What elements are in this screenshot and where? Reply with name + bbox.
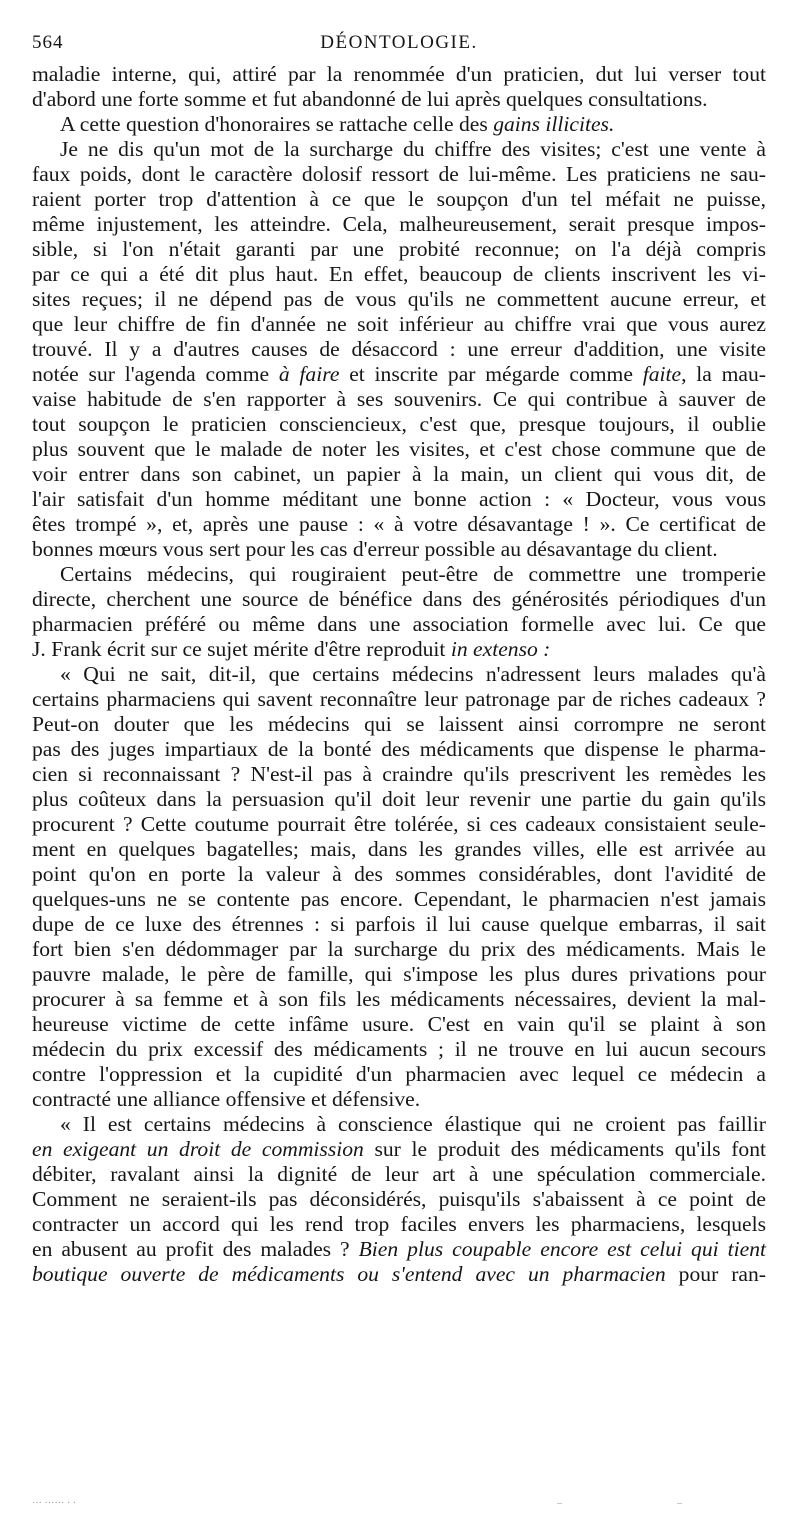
text-segment: sur le produit des médicaments qu'ils font	[363, 1137, 766, 1161]
text-segment: maladie interne, qui, attiré par la renommée d'un praticien, dut lui verser tout	[32, 62, 766, 86]
text-line	[32, 587, 766, 612]
text-line	[32, 537, 766, 562]
italic-segment: in extenso :	[450, 637, 551, 661]
text-segment: même injustement, les atteindre. Cela, malheureusement, serait presque impos-	[32, 212, 766, 236]
text-line	[32, 387, 766, 412]
text-line	[32, 1012, 766, 1037]
text-line	[32, 962, 766, 987]
text-segment: fort bien s'en dédommager par la surcharge du prix des médicaments. Mais le	[32, 937, 766, 961]
text-line	[32, 362, 766, 387]
text-segment: plus coûteux dans la persuasion qu'il doit leur revenir une partie du gain qu'ils	[32, 787, 766, 811]
text-line	[32, 862, 766, 887]
text-segment: Comment ne seraient-ils pas déconsidérés, puisqu'ils s'abaissent à ce point de	[32, 1187, 766, 1211]
text-line	[32, 212, 766, 237]
text-segment: d'abord une forte somme et fut abandonné de lui après quelques consultations.	[32, 87, 708, 111]
text-line	[32, 912, 766, 937]
text-segment: contracter un accord qui les rend trop faciles envers les pharmaciens, lesquels	[32, 1212, 766, 1236]
running-head: DÉONTOLOGIE.	[320, 32, 478, 53]
text-line	[32, 1137, 766, 1162]
text-segment: raient porter trop d'attention à ce que le soupçon d'un tel méfait ne puisse,	[32, 187, 766, 211]
text-segment: êtes trompé », et, après une pause : « à votre désavantage ! ». Ce certificat de	[32, 512, 766, 536]
text-segment: et inscrite par mégarde comme	[339, 362, 643, 386]
text-segment: Je ne dis qu'un mot de la surcharge du chiffre des visites; c'est une vente à	[60, 137, 766, 161]
text-segment: point qu'on en porte la valeur à des sommes considérables, dont l'avidité de	[32, 862, 766, 886]
text-line	[32, 437, 766, 462]
text-line	[32, 987, 766, 1012]
italic-segment: en exigeant un droit de commission	[32, 1137, 364, 1161]
text-segment: par ce qui a été dit plus haut. En effet, beaucoup de clients inscrivent les vi-	[32, 262, 766, 286]
text-line	[32, 487, 766, 512]
text-segment: J. Frank écrit sur ce sujet mérite d'être reproduit	[32, 637, 451, 661]
page-footer-marks	[32, 1498, 766, 1508]
text-segment: cien si reconnaissant ? N'est-il pas à craindre qu'ils prescrivent les remèdes les	[32, 762, 766, 786]
text-segment: , la mau-	[681, 362, 766, 386]
footer-mark: –	[557, 1498, 562, 1509]
text-segment: notée sur l'agenda comme	[32, 362, 279, 386]
text-line	[32, 662, 766, 687]
text-segment: l'air satisfait d'un homme méditant une bonne action : « Docteur, vous vous	[32, 487, 766, 511]
text-segment: vaise habitude de s'en rapporter à ses souvenirs. Ce qui contribue à sauver de	[32, 387, 766, 411]
text-segment: sites reçues; il ne dépend pas de vous qu'ils ne commettent aucune erreur, et	[32, 287, 766, 311]
text-line	[32, 1112, 766, 1137]
text-line	[32, 237, 766, 262]
text-line	[32, 1162, 766, 1187]
text-line	[32, 687, 766, 712]
text-segment: pauvre malade, le père de famille, qui s'impose les plus dures privations pour	[32, 962, 766, 986]
text-segment: procurer à sa femme et à son fils les médicaments nécessaires, devient la mal-	[32, 987, 766, 1011]
text-line	[32, 412, 766, 437]
text-line	[32, 137, 766, 162]
text-segment: certains pharmaciens qui savent reconnaître leur patronage par de riches cadeaux ?	[32, 687, 766, 711]
text-segment: pas des juges impartiaux de la bonté des médicaments que dispense le pharma-	[32, 737, 766, 761]
text-line	[32, 337, 766, 362]
text-segment: contracté une alliance offensive et défensive.	[32, 1087, 421, 1111]
text-segment: A cette question d'honoraires se rattache celle des	[60, 112, 494, 136]
text-segment: heureuse victime de cette infâme usure. C'est en vain qu'il se plaint à son	[32, 1012, 766, 1036]
text-line	[32, 112, 766, 137]
text-line	[32, 612, 766, 637]
body-text	[32, 62, 766, 1287]
footer-mark: ··· ······ · ·	[32, 1498, 77, 1509]
text-line	[32, 287, 766, 312]
text-line	[32, 262, 766, 287]
italic-segment: boutique ouverte de médicaments ou s'entend avec un pharmacien	[32, 1262, 666, 1286]
text-line	[32, 787, 766, 812]
text-line	[32, 887, 766, 912]
text-segment: « Il est certains médecins à conscience élastique qui ne croient pas faillir	[60, 1112, 766, 1136]
text-line	[32, 462, 766, 487]
text-segment: en abusent au profit des malades ?	[32, 1237, 359, 1261]
text-segment: contre l'oppression et la cupidité d'un pharmacien avec lequel ce médecin a	[32, 1062, 766, 1086]
text-segment: pharmacien préféré ou même dans une association formelle avec lui. Ce que	[32, 612, 766, 636]
text-line	[32, 162, 766, 187]
text-line	[32, 312, 766, 337]
text-segment: plus souvent que le malade de noter les visites, et c'est chose commune que de	[32, 437, 766, 461]
text-segment: faux poids, dont le caractère dolosif ressort de lui-même. Les praticiens ne sau-	[32, 162, 766, 186]
text-line	[32, 1212, 766, 1237]
text-line	[32, 1187, 766, 1212]
book-page	[32, 32, 766, 1287]
text-line	[32, 637, 766, 662]
text-segment: que leur chiffre de fin d'année ne soit inférieur au chiffre vrai que vous aurez	[32, 312, 766, 336]
text-segment: pour ran-	[665, 1262, 766, 1286]
italic-segment: gains illicites.	[493, 112, 615, 136]
text-line	[32, 512, 766, 537]
text-segment: ment en quelques bagatelles; mais, dans les grandes villes, elle est arrivée au	[32, 837, 766, 861]
text-line	[32, 562, 766, 587]
text-line	[32, 1237, 766, 1262]
text-segment: voir entrer dans son cabinet, un papier à la main, un client qui vous dit, de	[32, 462, 766, 486]
text-line	[32, 1262, 766, 1287]
page-number: 564	[32, 32, 64, 53]
text-segment: dupe de ce luxe des étrennes : si parfois il lui cause quelque embarras, il sait	[32, 912, 766, 936]
text-line	[32, 1087, 766, 1112]
footer-mark: –	[677, 1498, 682, 1509]
italic-segment: faite	[642, 362, 682, 386]
text-line	[32, 1062, 766, 1087]
text-segment: médecin du prix excessif des médicaments ; il ne trouve en lui aucun secours	[32, 1037, 766, 1061]
text-segment: Certains médecins, qui rougiraient peut-être de commettre une tromperie	[60, 562, 766, 586]
text-segment: tout soupçon le praticien consciencieux, c'est que, presque toujours, il oublie	[32, 412, 766, 436]
text-line	[32, 712, 766, 737]
text-line	[32, 62, 766, 87]
text-segment: sible, si l'on n'était garanti par une probité reconnue; on l'a déjà compris	[32, 237, 766, 261]
text-segment: trouvé. Il y a d'autres causes de désaccord : une erreur d'addition, une visite	[32, 337, 766, 361]
text-line	[32, 1037, 766, 1062]
text-segment: procurent ? Cette coutume pourrait être tolérée, si ces cadeaux consistaient seule-	[32, 812, 766, 836]
text-segment: bonnes mœurs vous sert pour les cas d'erreur possible au désavantage du client.	[32, 537, 718, 561]
text-segment: Peut-on douter que les médecins qui se laissent ainsi corrompre ne seront	[32, 712, 766, 736]
text-line	[32, 762, 766, 787]
text-segment: « Qui ne sait, dit-il, que certains médecins n'adressent leurs malades qu'à	[60, 662, 766, 686]
text-line	[32, 737, 766, 762]
text-line	[32, 937, 766, 962]
text-line	[32, 812, 766, 837]
text-line	[32, 87, 766, 112]
italic-segment: Bien plus coupable encore est celui qui tient	[358, 1237, 766, 1261]
text-segment: directe, cherchent une source de bénéfice dans des générosités périodiques d'un	[32, 587, 766, 611]
text-line	[32, 837, 766, 862]
text-segment: quelques-uns ne se contente pas encore. Cependant, le pharmacien n'est jamais	[32, 887, 766, 911]
text-segment: débiter, ravalant ainsi la dignité de leur art à une spéculation commerciale.	[32, 1162, 766, 1186]
page-header	[32, 32, 766, 62]
text-line	[32, 187, 766, 212]
italic-segment: à faire	[278, 362, 340, 386]
